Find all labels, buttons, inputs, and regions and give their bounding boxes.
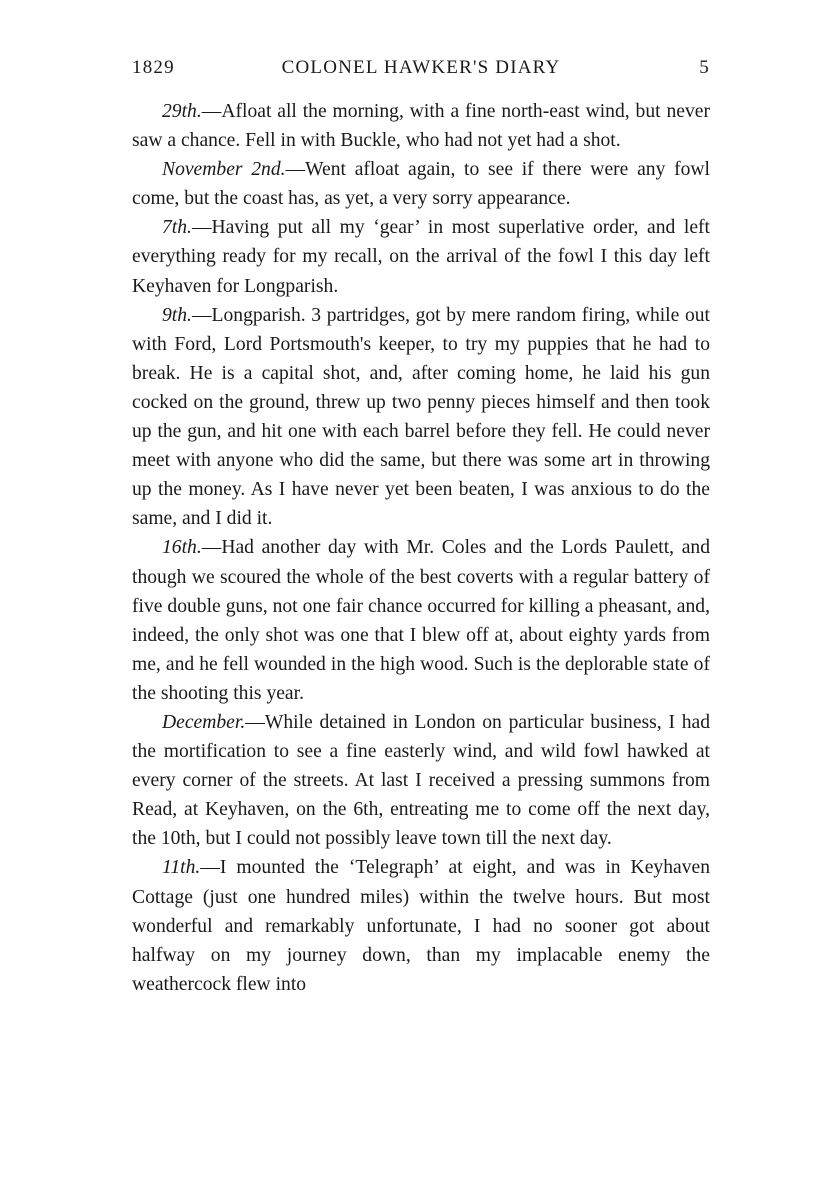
diary-entry — [132, 301, 710, 534]
diary-entry — [132, 155, 710, 213]
diary-entry — [132, 533, 710, 708]
page-number: 5 — [699, 57, 710, 78]
entry-text: —Longparish. 3 partridges, got by mere random firing, while out with Ford, Lord Portsmouth's keeper, to try my puppies that he had to break. He is a capital shot, and, after coming home, he laid his gun cocked on the ground, threw up two penny pieces himself and then took up the gun, and hit one with each barrel before they fell. He could never meet with anyone who did the same, but there was some art in throwing up the money. As I have never yet been beaten, I was anxious to do the same, and I did it. — [132, 304, 710, 530]
entry-text: —Afloat all the morning, with a fine north-east wind, but never saw a chance. Fell in with Buckle, who had not yet had a shot. — [132, 101, 710, 152]
diary-entry — [132, 213, 710, 300]
entry-text: —I mounted the ‘Telegraph’ at eight, and was in Keyhaven Cottage (just one hundred miles) within the twelve hours. But most wonderful and remarkably unfortunate, I had no sooner got about halfway on my journey down, than my implacable enemy the weathercock flew into — [132, 857, 710, 995]
diary-entry — [132, 708, 710, 853]
entry-date: 7th. — [162, 217, 192, 239]
entry-text: —While detained in London on particular business, I had the mortification to see a fine easterly wind, and wild fowl hawked at every corner of the streets. At last I received a pressing summons from Read, at Keyhaven, on the 6th, entreating me to come off the next day, the 10th, but I could not possibly leave town till the next day. — [132, 711, 710, 850]
entry-date: 16th. — [162, 537, 202, 559]
diary-entry — [132, 97, 710, 155]
entry-date: 9th. — [162, 304, 192, 326]
diary-entry — [132, 853, 710, 998]
diary-body — [132, 97, 710, 999]
entry-date: 11th. — [162, 857, 201, 879]
entry-date: November 2nd. — [162, 159, 286, 181]
entry-text: —Having put all my ‘gear’ in most superlative order, and left everything ready for my recall, on the arrival of the fowl I this day left Keyhaven for Longparish. — [132, 217, 710, 297]
entry-date: December. — [162, 711, 246, 733]
entry-text: —Had another day with Mr. Coles and the Lords Paulett, and though we scoured the whole of the best coverts with a regular battery of five double guns, not one fair chance occurred for killing a pheasant, and, indeed, the only shot was one that I blew off at, about eighty yards from me, and he fell wounded in the high wood. Such is the deplorable state of the shooting this year. — [132, 537, 710, 704]
header-year: 1829 — [132, 57, 175, 78]
book-page — [132, 55, 710, 999]
entry-date: 29th. — [162, 101, 202, 122]
entry-text: —Went afloat again, to see if there were any fowl come, but the coast has, as yet, a very sorry appearance. — [132, 159, 710, 210]
running-header — [132, 55, 710, 85]
header-title: COLONEL HAWKER'S DIARY — [281, 57, 561, 78]
